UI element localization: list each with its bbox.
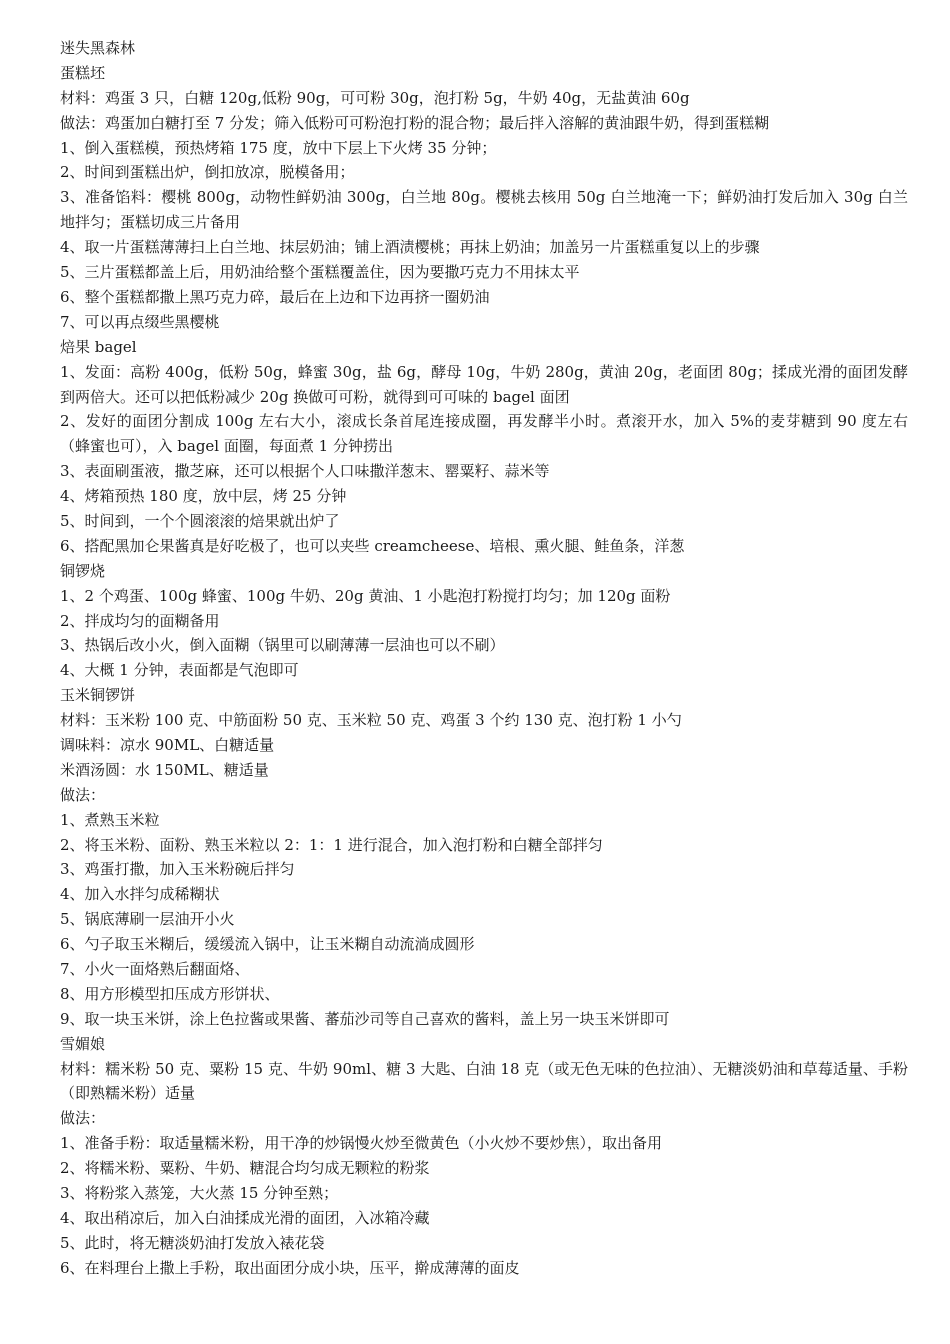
text-line: 2、发好的面团分割成 100g 左右大小，滚成长条首尾连接成圈，再发酵半小时。煮滚开水，加入 5%的麦芽糖到 90 度左右（蜂蜜也可），入 bagel 面圈，每面煮 1 分钟捞出 bbox=[60, 412, 908, 456]
section-heading: 雪媚娘 bbox=[60, 1034, 106, 1053]
text-line: 4、取出稍凉后，加入白油揉成光滑的面团，入冰箱冷藏 bbox=[60, 1208, 430, 1227]
text-line: 3、鸡蛋打撒，加入玉米粉碗后拌匀 bbox=[60, 860, 295, 879]
text-line: 做法： bbox=[60, 1109, 106, 1128]
text-line: 材料：玉米粉 100 克、中筋面粉 50 克、玉米粒 50 克、鸡蛋 3 个约 130 克、泡打粉 1 小勺 bbox=[60, 711, 682, 730]
text-line: 3、表面刷蛋液，撒芝麻，还可以根据个人口味撒洋葱末、罂粟籽、蒜米等 bbox=[60, 462, 550, 481]
text-line: 4、加入水拌匀成稀糊状 bbox=[60, 885, 220, 904]
text-line: 6、搭配黑加仑果酱真是好吃极了，也可以夹些 creamcheese、培根、熏火腿、鲑鱼条，洋葱 bbox=[60, 536, 685, 555]
text-line: 4、取一片蛋糕薄薄扫上白兰地、抹层奶油；铺上酒渍樱桃；再抹上奶油；加盖另一片蛋糕重复以上的步骤 bbox=[60, 238, 760, 257]
text-line: 7、可以再点缀些黑樱桃 bbox=[60, 312, 220, 331]
text-line: 9、取一块玉米饼，涂上色拉酱或果酱、蕃茄沙司等自己喜欢的酱料，盖上另一块玉米饼即可 bbox=[60, 1009, 670, 1028]
section-heading: 铜锣烧 bbox=[60, 561, 106, 580]
text-line: 1、2 个鸡蛋、100g 蜂蜜、100g 牛奶、20g 黄油、1 小匙泡打粉搅打均匀；加 120g 面粉 bbox=[60, 586, 671, 605]
text-line: 1、发面：高粉 400g，低粉 50g，蜂蜜 30g，盐 6g，酵母 10g，牛奶 280g，黄油 20g，老面团 80g；揉成光滑的面团发酵到两倍大。还可以把低粉减少 20g 换做可可粉，就得到可可味的 bagel 面团 bbox=[60, 362, 908, 406]
text-line: 6、在料理台上撒上手粉，取出面团分成小块，压平，擀成薄薄的面皮 bbox=[60, 1258, 520, 1277]
section-heading: 焙果 bagel bbox=[60, 337, 137, 356]
text-line: 4、烤箱预热 180 度，放中层，烤 25 分钟 bbox=[60, 487, 347, 506]
section-heading: 玉米铜锣饼 bbox=[60, 686, 136, 705]
text-line: 3、将粉浆入蒸笼，大火蒸 15 分钟至熟； bbox=[60, 1184, 339, 1203]
text-line: 5、三片蛋糕都盖上后，用奶油给整个蛋糕覆盖住，因为要撒巧克力不用抹太平 bbox=[60, 263, 580, 282]
text-line: 材料：糯米粉 50 克、粟粉 15 克、牛奶 90ml、糖 3 大匙、白油 18 克（或无色无味的色拉油）、无糖淡奶油和草莓适量、手粉（即熟糯米粉）适量 bbox=[60, 1059, 908, 1103]
document-body bbox=[60, 36, 908, 1281]
text-line: 4、大概 1 分钟，表面都是气泡即可 bbox=[60, 661, 299, 680]
text-line: 8、用方形模型扣压成方形饼状、 bbox=[60, 984, 280, 1003]
text-line: 米酒汤圆：水 150ML、糖适量 bbox=[60, 760, 269, 779]
text-line: 3、热锅后改小火，倒入面糊（锅里可以刷薄薄一层油也可以不刷） bbox=[60, 636, 505, 655]
text-line: 2、将玉米粉、面粉、熟玉米粒以 2：1：1 进行混合，加入泡打粉和白糖全部拌匀 bbox=[60, 835, 603, 854]
text-line: 6、整个蛋糕都撒上黑巧克力碎，最后在上边和下边再挤一圈奶油 bbox=[60, 287, 490, 306]
section-heading: 蛋糕坯 bbox=[60, 63, 106, 82]
text-line: 2、将糯米粉、粟粉、牛奶、糖混合均匀成无颗粒的粉浆 bbox=[60, 1159, 430, 1178]
text-line: 1、准备手粉：取适量糯米粉，用干净的炒锅慢火炒至微黄色（小火炒不要炒焦），取出备用 bbox=[60, 1134, 663, 1153]
text-line: 材料：鸡蛋 3 只，白糖 120g,低粉 90g，可可粉 30g，泡打粉 5g，牛奶 40g，无盐黄油 60g bbox=[60, 88, 690, 107]
text-line: 2、拌成均匀的面糊备用 bbox=[60, 611, 220, 630]
text-line: 7、小火一面烙熟后翻面烙、 bbox=[60, 960, 250, 978]
text-line: 做法：鸡蛋加白糖打至 7 分发；筛入低粉可可粉泡打粉的混合物；最后拌入溶解的黄油跟牛奶，得到蛋糕糊 bbox=[60, 113, 770, 132]
text-line: 做法： bbox=[60, 785, 106, 804]
text-line: 2、时间到蛋糕出炉，倒扣放凉，脱模备用； bbox=[60, 163, 355, 182]
text-line: 5、锅底薄刷一层油开小火 bbox=[60, 910, 235, 929]
text-line: 1、煮熟玉米粒 bbox=[60, 810, 160, 829]
text-line: 3、准备馅料：樱桃 800g，动物性鲜奶油 300g，白兰地 80g。樱桃去核用 50g 白兰地淹一下；鲜奶油打发后加入 30g 白兰地拌匀；蛋糕切成三片备用 bbox=[60, 188, 908, 232]
title-black-forest: 迷失黑森林 bbox=[60, 39, 136, 57]
text-line: 5、此时，将无糖淡奶油打发放入裱花袋 bbox=[60, 1233, 325, 1252]
text-line: 调味料：凉水 90ML、白糖适量 bbox=[60, 735, 275, 754]
text-line: 5、时间到，一个个圆滚滚的焙果就出炉了 bbox=[60, 511, 340, 530]
text-line: 1、倒入蛋糕模，预热烤箱 175 度，放中下层上下火烤 35 分钟； bbox=[60, 138, 497, 157]
text-line: 6、勺子取玉米糊后，缓缓流入锅中，让玉米糊自动流淌成圆形 bbox=[60, 935, 475, 954]
